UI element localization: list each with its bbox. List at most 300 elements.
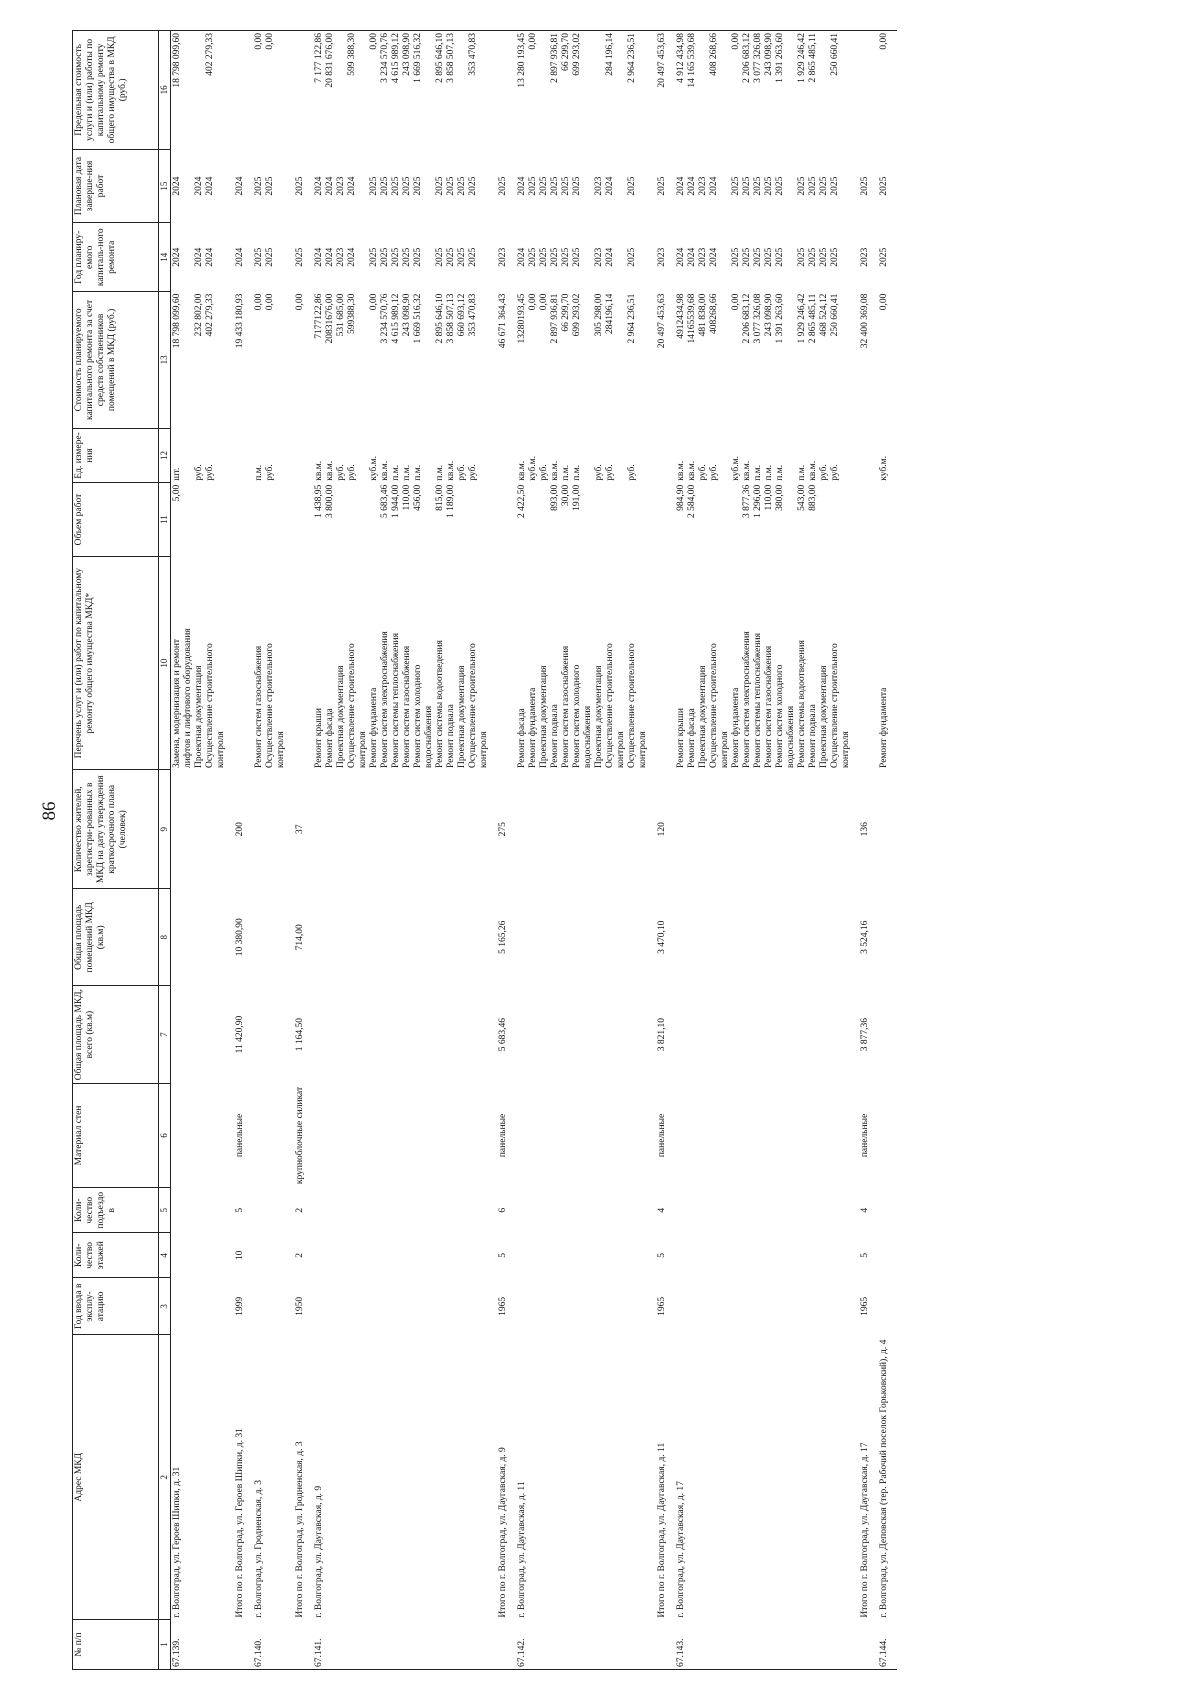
column-header: Коли-чество подъездо в [73, 1188, 159, 1233]
premises-area: 714,00 [295, 924, 305, 951]
work-cost: 305 298,00 [594, 293, 604, 337]
capital-repair-table [72, 30, 897, 1670]
work-description: Ремонт систем газоснабжения [764, 645, 774, 768]
work-limit-cost: 66 299,70 [561, 33, 571, 71]
work-plan-year: 2025 [265, 247, 275, 267]
spacer [183, 225, 194, 290]
work-cost: 284196,14 [605, 293, 615, 335]
work-cost: 353 470,83 [468, 293, 478, 337]
work-plan-year: 2025 [457, 247, 467, 267]
work-unit: кв.м. [314, 460, 324, 481]
year-built: 1999 [235, 1296, 245, 1316]
spacer [276, 294, 287, 426]
work-cost: 250 660,41 [830, 293, 840, 337]
table-row [253, 31, 288, 1670]
work-plan-year: 2025 [808, 247, 818, 267]
column-header: Общая площадь помещений МКД (кв.м) [73, 889, 159, 986]
work-description: Ремонт фундамента [879, 687, 889, 768]
spacer [183, 294, 194, 426]
work-volume: 110,00 [764, 484, 774, 511]
work-end-year: 2025 [254, 176, 264, 196]
work-description: Проектная документация [336, 665, 346, 768]
work-plan-year: 2025 [561, 247, 571, 267]
address: Итого по г. Волгоград, ул. Даугавская, д. 9 [498, 1447, 508, 1618]
column-number: 10 [159, 556, 171, 770]
spacer [424, 33, 435, 147]
work-volume: 893,00 [550, 484, 560, 511]
work-volume [265, 485, 276, 555]
wall-material: панельные [860, 1113, 870, 1158]
work-plan-year: 2025 [380, 247, 390, 267]
work-limit-cost: 243 098,90 [402, 33, 412, 76]
spacer [616, 151, 627, 221]
work-volume [205, 485, 216, 555]
work-limit-cost: 0,00 [731, 33, 741, 50]
work-unit [295, 430, 306, 481]
work-cost: 13280193,45 [517, 293, 527, 344]
work-description: Осуществление строительного [627, 643, 637, 768]
work-unit: кв.м. [550, 460, 560, 481]
work-description: водоснабжения [583, 705, 593, 768]
work-end-year: 2025 [446, 176, 456, 196]
work-end-year: 2025 [391, 176, 401, 196]
work-volume: 1 296,00 [753, 484, 763, 518]
work-plan-year: 2024 [687, 247, 697, 267]
work-unit: руб. [709, 464, 719, 481]
work-limit-cost [194, 33, 205, 147]
work-unit: руб. [605, 464, 615, 481]
spacer [424, 485, 435, 555]
work-limit-cost: 20 497 453,63 [657, 33, 667, 88]
column-number: 12 [159, 428, 171, 483]
row-number: 67.140. [254, 1638, 264, 1667]
spacer [583, 225, 594, 290]
work-cost: 2 897 936,81 [550, 293, 560, 344]
column-number: 9 [159, 770, 171, 889]
column-number: 14 [159, 223, 171, 292]
spacer [358, 294, 369, 426]
total-area: 3 821,10 [657, 1017, 667, 1052]
work-limit-cost: 14 165 539,68 [687, 33, 697, 88]
work-plan-year: 2025 [539, 247, 549, 267]
row-number: 67.139. [172, 1638, 182, 1667]
work-volume [657, 485, 668, 555]
address: Итого по г. Волгоград, ул. Даугавская, д. 17 [860, 1442, 870, 1618]
spacer [424, 225, 435, 290]
work-cost: 20831676,00 [325, 293, 335, 344]
spacer [479, 294, 490, 426]
work-cost: 2 895 646,10 [435, 293, 445, 344]
work-unit: кв.м. [742, 460, 752, 481]
column-number: 13 [159, 292, 171, 428]
work-end-year: 2025 [457, 176, 467, 196]
resident-count: 136 [860, 822, 870, 837]
work-plan-year: 2025 [413, 247, 423, 267]
work-limit-cost: 2 897 936,81 [550, 33, 560, 83]
work-unit: кв.м. [325, 460, 335, 481]
work-limit-cost: 284 196,14 [605, 33, 615, 76]
premises-area: 3 524,16 [860, 920, 870, 954]
work-plan-year: 2025 [391, 247, 401, 267]
page-number: 86 [39, 801, 60, 821]
work-end-year: 2025 [753, 176, 763, 196]
work-limit-cost: 353 470,83 [468, 33, 478, 76]
work-end-year: 2025 [860, 176, 870, 196]
work-end-year: 2024 [517, 176, 527, 196]
work-plan-year: 2025 [295, 247, 305, 267]
header-row [73, 31, 159, 1670]
work-volume [528, 485, 539, 555]
work-unit: куб.м. [731, 456, 741, 481]
work-limit-cost: 3 234 570,76 [380, 33, 390, 83]
work-cost: 0,00 [879, 293, 889, 311]
wall-material: панельные [235, 1113, 245, 1158]
spacer [479, 151, 490, 221]
entrance-count: 2 [295, 1207, 305, 1213]
work-cost: 599388,30 [347, 293, 357, 335]
work-end-year: 2025 [830, 176, 840, 196]
work-limit-cost: 1 929 246,42 [797, 33, 807, 83]
work-description: Ремонт подвала [446, 704, 456, 768]
spacer [720, 225, 731, 290]
work-unit [860, 430, 871, 481]
work-end-year: 2025 [402, 176, 412, 196]
spacer [583, 33, 594, 147]
spacer [786, 33, 797, 147]
work-description [235, 558, 246, 768]
work-plan-year: 2023 [698, 247, 708, 267]
column-header: Коли-чество этажей [73, 1233, 159, 1278]
work-unit: куб.м. [879, 456, 889, 481]
work-plan-year: 2024 [325, 247, 335, 267]
column-header: Ед. измере-ния [73, 428, 159, 483]
spacer [616, 485, 627, 555]
spacer [616, 225, 627, 290]
work-description: Ремонт фундамента [731, 687, 741, 768]
resident-count: 120 [657, 822, 667, 837]
work-plan-year: 2025 [446, 247, 456, 267]
spacer [183, 430, 194, 481]
premises-area: 3 470,10 [657, 920, 667, 954]
work-volume: 1 438,95 [314, 484, 324, 518]
work-cost: 0,00 [369, 293, 379, 311]
work-limit-cost: 2 206 683,12 [742, 33, 752, 83]
entrance-count: 6 [498, 1207, 508, 1213]
total-area: 5 683,46 [498, 1017, 508, 1052]
work-description: контроля [358, 731, 368, 768]
work-plan-year: 2025 [830, 247, 840, 267]
spacer [638, 430, 649, 481]
work-volume: 30,00 [561, 484, 571, 507]
work-limit-cost [235, 33, 246, 147]
work-end-year: 2023 [336, 176, 346, 196]
work-volume [860, 485, 871, 555]
work-description: Осуществление строительного [468, 643, 478, 768]
work-unit: п.м. [572, 464, 582, 481]
work-cost: 0,00 [254, 293, 264, 311]
work-cost: 232 802,00 [194, 293, 204, 337]
spacer [424, 294, 435, 426]
work-volume [347, 485, 358, 555]
spacer [841, 33, 852, 147]
total-area: 11 420,90 [235, 1015, 245, 1054]
spacer [638, 151, 649, 221]
spacer [638, 294, 649, 426]
work-unit: руб. [627, 464, 637, 481]
work-end-year: 2025 [808, 176, 818, 196]
work-cost: 2 206 683,12 [742, 293, 752, 344]
work-end-year: 2024 [709, 176, 719, 196]
table-row [294, 31, 307, 1670]
work-cost: 699 293,02 [572, 293, 582, 337]
address: г. Волгоград, ул. Героев Шипки, д. 31 [172, 1466, 182, 1618]
table-row [234, 31, 247, 1670]
work-end-year: 2025 [468, 176, 478, 196]
work-volume: 984,90 [676, 484, 686, 511]
work-plan-year: 2023 [860, 247, 870, 267]
work-plan-year: 2024 [194, 247, 204, 267]
work-volume [254, 485, 265, 555]
work-plan-year: 2024 [709, 247, 719, 267]
work-description: Ремонт систем электроснабжения [380, 631, 390, 768]
work-volume: 380,00 [775, 484, 785, 511]
work-end-year: 2025 [265, 176, 275, 196]
work-description: контроля [720, 731, 730, 768]
spacer [720, 485, 731, 555]
work-cost: 402 279,33 [205, 293, 215, 337]
work-limit-cost [457, 33, 468, 147]
work-cost: 7177122,86 [314, 293, 324, 339]
spacer [276, 225, 287, 290]
column-header: Перечень услуг и (или) работ по капитальному ремонту общего имущества МКД* [73, 556, 159, 770]
work-end-year: 2025 [550, 176, 560, 196]
work-limit-cost: 699 293,02 [572, 33, 582, 76]
work-volume: 2 584,00 [687, 484, 697, 518]
spacer [583, 430, 594, 481]
work-description: контроля [841, 731, 851, 768]
year-built: 1965 [657, 1296, 667, 1316]
work-description: Ремонт систем холодного [413, 664, 423, 768]
work-limit-cost [698, 33, 709, 147]
work-end-year: 2025 [561, 176, 571, 196]
spacer [616, 294, 627, 426]
work-cost: 0,00 [528, 293, 538, 311]
address: Итого по г. Волгоград, ул. Гродненская, д. 3 [295, 1441, 305, 1618]
work-cost: 14165539,68 [687, 293, 697, 344]
work-description: лифтов и лифтового оборудования [183, 628, 193, 768]
work-unit: руб. [347, 464, 357, 481]
work-end-year: 2025 [627, 176, 637, 196]
spacer [479, 225, 490, 290]
column-number: 1 [159, 1620, 171, 1670]
work-description: Проектная документация [819, 665, 829, 768]
spacer [786, 294, 797, 426]
work-end-year: 2025 [413, 176, 423, 196]
work-volume [539, 485, 550, 555]
column-header: Плановая дата заверше-ния работ [73, 149, 159, 223]
work-description: Ремонт фундамента [528, 687, 538, 768]
year-built: 1965 [860, 1296, 870, 1316]
work-cost: 531 685,00 [336, 293, 346, 337]
work-description: Замена, модернизация и ремонт [172, 638, 182, 768]
table-row [171, 31, 229, 1670]
work-limit-cost [539, 33, 550, 147]
work-volume [235, 485, 246, 555]
work-description: Ремонт системы водоотведения [797, 640, 807, 768]
floor-count: 10 [235, 1250, 245, 1261]
work-cost: 468 524,12 [819, 293, 829, 337]
work-limit-cost: 250 660,41 [830, 33, 840, 76]
work-limit-cost: 0,00 [879, 33, 889, 50]
work-end-year: 2025 [572, 176, 582, 196]
work-unit: п.м. [435, 464, 445, 481]
address: г. Волгоград, ул. Деповская (тер. Рабочий поселок Горьковский), д. 4 [879, 1339, 889, 1618]
work-unit [498, 430, 509, 481]
table-body [171, 31, 898, 1670]
work-unit: п.м. [391, 464, 401, 481]
work-unit: руб. [194, 464, 204, 481]
column-number-row [159, 31, 171, 1670]
work-cost: 18 798 099,60 [172, 293, 182, 349]
work-limit-cost: 2 964 236,51 [627, 33, 637, 83]
work-description: Проектная документация [594, 665, 604, 768]
work-description: Ремонт систем электроснабжения [742, 631, 752, 768]
work-end-year: 2024 [235, 176, 245, 196]
work-cost: 1 391 263,60 [775, 293, 785, 344]
work-unit: п.м. [402, 464, 412, 481]
address: Итого по г. Волгоград, ул. Даугавская, д. 11 [657, 1442, 667, 1618]
work-description: водоснабжения [786, 705, 796, 768]
work-end-year: 2024 [194, 176, 204, 196]
work-volume: 5,00 [172, 484, 182, 502]
work-unit: руб. [594, 464, 604, 481]
row-gap [891, 31, 897, 1670]
work-unit: руб. [265, 464, 275, 481]
work-volume: 543,00 [797, 484, 807, 511]
work-limit-cost [498, 33, 509, 147]
spacer [841, 294, 852, 426]
work-limit-cost: 0,00 [265, 33, 275, 50]
work-volume [731, 485, 742, 555]
work-end-year: 2025 [879, 176, 889, 196]
address: г. Волгоград, ул. Гродненская, д. 3 [254, 1480, 264, 1618]
column-header: № п/п [73, 1620, 159, 1670]
work-unit: п.м. [753, 464, 763, 481]
work-end-year: 2025 [498, 176, 508, 196]
work-cost: 408268,66 [709, 293, 719, 335]
table-row [516, 31, 650, 1670]
work-unit: кв.м. [446, 460, 456, 481]
work-plan-year: 2024 [172, 247, 182, 267]
work-description: Ремонт систем холодного [572, 664, 582, 768]
column-number: 2 [159, 1335, 171, 1620]
work-limit-cost: 0,00 [254, 33, 264, 50]
work-volume [879, 485, 890, 555]
column-header: Адрес МКД [73, 1335, 159, 1620]
work-volume: 3 877,36 [742, 484, 752, 518]
spacer [720, 294, 731, 426]
work-description: Осуществление строительного [347, 643, 357, 768]
work-plan-year: 2025 [254, 247, 264, 267]
work-end-year: 2025 [539, 176, 549, 196]
work-limit-cost: 3 858 507,13 [446, 33, 456, 83]
resident-count: 200 [235, 822, 245, 837]
spacer [216, 294, 227, 426]
work-description: Ремонт фасада [517, 708, 527, 768]
spacer [720, 151, 731, 221]
work-cost: 0,00 [539, 293, 549, 311]
spacer [841, 225, 852, 290]
work-limit-cost [295, 33, 306, 147]
work-limit-cost: 3 077 326,08 [753, 33, 763, 83]
work-volume: 1 944,00 [391, 484, 401, 518]
work-unit: руб. [698, 464, 708, 481]
column-number: 7 [159, 986, 171, 1083]
work-cost: 3 858 507,13 [446, 293, 456, 344]
work-plan-year: 2024 [205, 247, 215, 267]
work-cost: 46 671 364,43 [498, 293, 508, 349]
floor-count: 5 [860, 1252, 870, 1258]
work-volume [830, 485, 841, 555]
total-area: 3 877,36 [860, 1017, 870, 1052]
work-plan-year: 2025 [369, 247, 379, 267]
work-end-year: 2025 [764, 176, 774, 196]
column-header: Предельная стоимость услуги и (или) работы по капитальному ремонту общего имущества в МКД (руб.) [73, 31, 159, 150]
work-end-year: 2024 [325, 176, 335, 196]
work-end-year: 2024 [172, 176, 182, 196]
work-cost: 243 098,90 [402, 293, 412, 337]
spacer [424, 151, 435, 221]
work-plan-year: 2023 [498, 247, 508, 267]
spacer [358, 33, 369, 147]
work-end-year: 2025 [657, 176, 667, 196]
work-plan-year: 2025 [435, 247, 445, 267]
address: г. Волгоград, ул. Даугавская, д. 9 [314, 1485, 324, 1618]
work-plan-year: 2025 [402, 247, 412, 267]
column-header: Количество жителей, зарегистри-рованных в МКД на дату утверждения краткосрочного плана (человек) [73, 770, 159, 889]
work-limit-cost: 20 831 676,00 [325, 33, 335, 88]
work-volume [295, 485, 306, 555]
work-limit-cost: 4 615 989,12 [391, 33, 401, 83]
entrance-count: 4 [860, 1207, 870, 1213]
work-limit-cost [594, 33, 605, 147]
work-cost: 3 077 326,08 [753, 293, 763, 344]
column-header: Объем работ [73, 483, 159, 557]
work-volume: 5 683,46 [380, 484, 390, 518]
work-unit: куб.м. [528, 456, 538, 481]
work-volume [627, 485, 638, 555]
spacer [358, 151, 369, 221]
work-unit: п.м. [775, 464, 785, 481]
work-volume [194, 485, 205, 555]
work-unit: кв.м. [517, 460, 527, 481]
work-cost: 660 693,12 [457, 293, 467, 337]
address: г. Волгоград, ул. Даугавская, д. 11 [517, 1481, 527, 1618]
work-plan-year: 2024 [517, 247, 527, 267]
work-end-year: 2024 [205, 176, 215, 196]
floor-count: 5 [657, 1252, 667, 1258]
work-plan-year: 2025 [753, 247, 763, 267]
work-unit: п.м. [764, 464, 774, 481]
spacer [638, 485, 649, 555]
work-description [860, 558, 871, 768]
premises-area: 10 380,90 [235, 918, 245, 957]
work-plan-year: 2023 [657, 247, 667, 267]
work-unit: руб. [457, 464, 467, 481]
work-volume [605, 485, 616, 555]
work-description: контроля [216, 731, 226, 768]
work-cost: 243 098,90 [764, 293, 774, 337]
